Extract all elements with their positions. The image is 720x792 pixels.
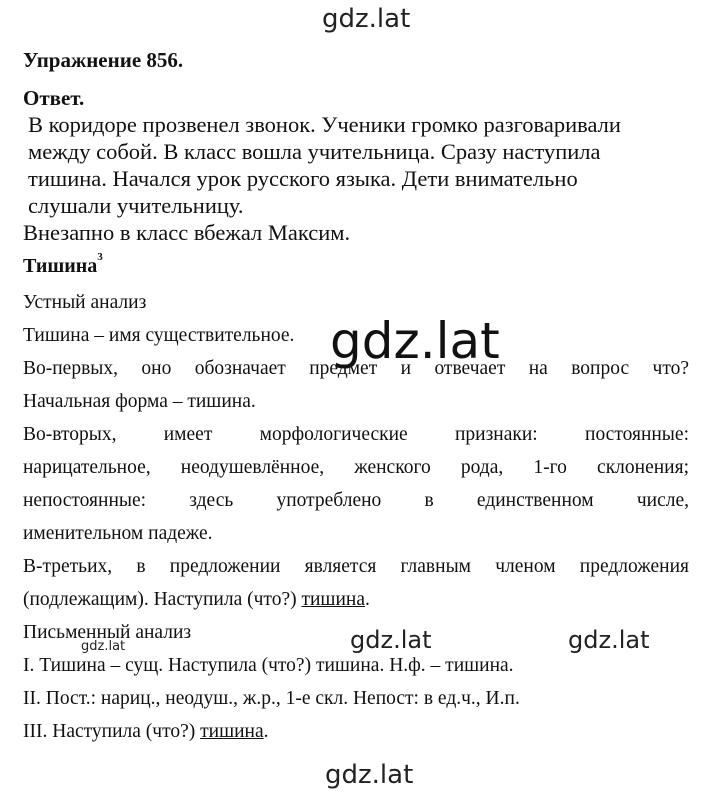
written-line-3-end: . — [263, 721, 269, 742]
watermark-bottom: gdz.lat — [325, 760, 414, 790]
underlined-subject: тишина — [200, 721, 264, 742]
oral-line-9-end: . — [364, 589, 370, 610]
text-line: В коридоре прозвенел звонок. Ученики громко разговаривали — [28, 112, 621, 137]
written-line-3-text: III. Наступила (что?) — [23, 721, 201, 742]
text-line: между собой. В класс вошла учительница. Сразу наступила — [28, 139, 601, 164]
oral-line-9 — [23, 589, 370, 611]
written-line-1-end: . Н.ф. – тишина. — [379, 655, 514, 676]
written-line-2: II. Пост.: нариц., неодуш., ж.р., 1-е скл. Непост: в ед.ч., И.п. — [23, 688, 520, 709]
oral-line-2: Во-первых, оно обозначает предмет и отвечает на вопрос что? — [23, 358, 689, 379]
written-line-1-word: тишина — [315, 655, 380, 676]
analysis-type-mark: 3 — [97, 251, 103, 263]
oral-line-7: именительном падеже. — [23, 523, 213, 544]
oral-line-1: Тишина – имя существительное. — [23, 325, 295, 346]
watermark-small: gdz.lat — [81, 639, 126, 654]
oral-line-6: непостоянные: здесь употреблено в единственном числе, — [23, 490, 689, 511]
text-line: слушали учительницу. — [28, 193, 244, 218]
answer-label: Ответ. — [23, 86, 85, 110]
written-line-1 — [23, 655, 514, 677]
watermark-right: gdz.lat — [568, 626, 650, 654]
watermark-top: gdz.lat — [322, 4, 411, 34]
oral-line-3: Начальная форма – тишина. — [23, 391, 256, 412]
word-text: Тишина — [23, 255, 98, 277]
oral-line-4: Во-вторых, имеет морфологические признаки: постоянные: — [23, 424, 689, 445]
written-title: Письменный анализ — [23, 622, 192, 643]
watermark-middle: gdz.lat — [350, 626, 432, 654]
oral-line-9-text: (подлежащим). Наступила (что?) — [23, 589, 302, 610]
oral-line-5: нарицательное, неодушевлённое, женского рода, 1-го склонения; — [23, 457, 689, 478]
oral-line-8: В-третьих, в предложении является главным членом предложения — [23, 556, 689, 577]
written-line-1-text: I. Тишина – сущ. Наступила (что?) — [23, 655, 316, 676]
underlined-subject: тишина — [301, 589, 365, 610]
text-line-last: Внезапно в класс вбежал Максим. — [23, 220, 351, 245]
watermark-center: gdz.lat — [330, 312, 500, 370]
answer-text — [28, 111, 621, 219]
written-line-3 — [23, 721, 268, 743]
text-line: тишина. Начался урок русского языка. Дети внимательно — [28, 166, 578, 191]
analyzed-word — [23, 251, 103, 278]
oral-title: Устный анализ — [23, 292, 147, 313]
exercise-title: Упражнение 856. — [23, 48, 184, 72]
